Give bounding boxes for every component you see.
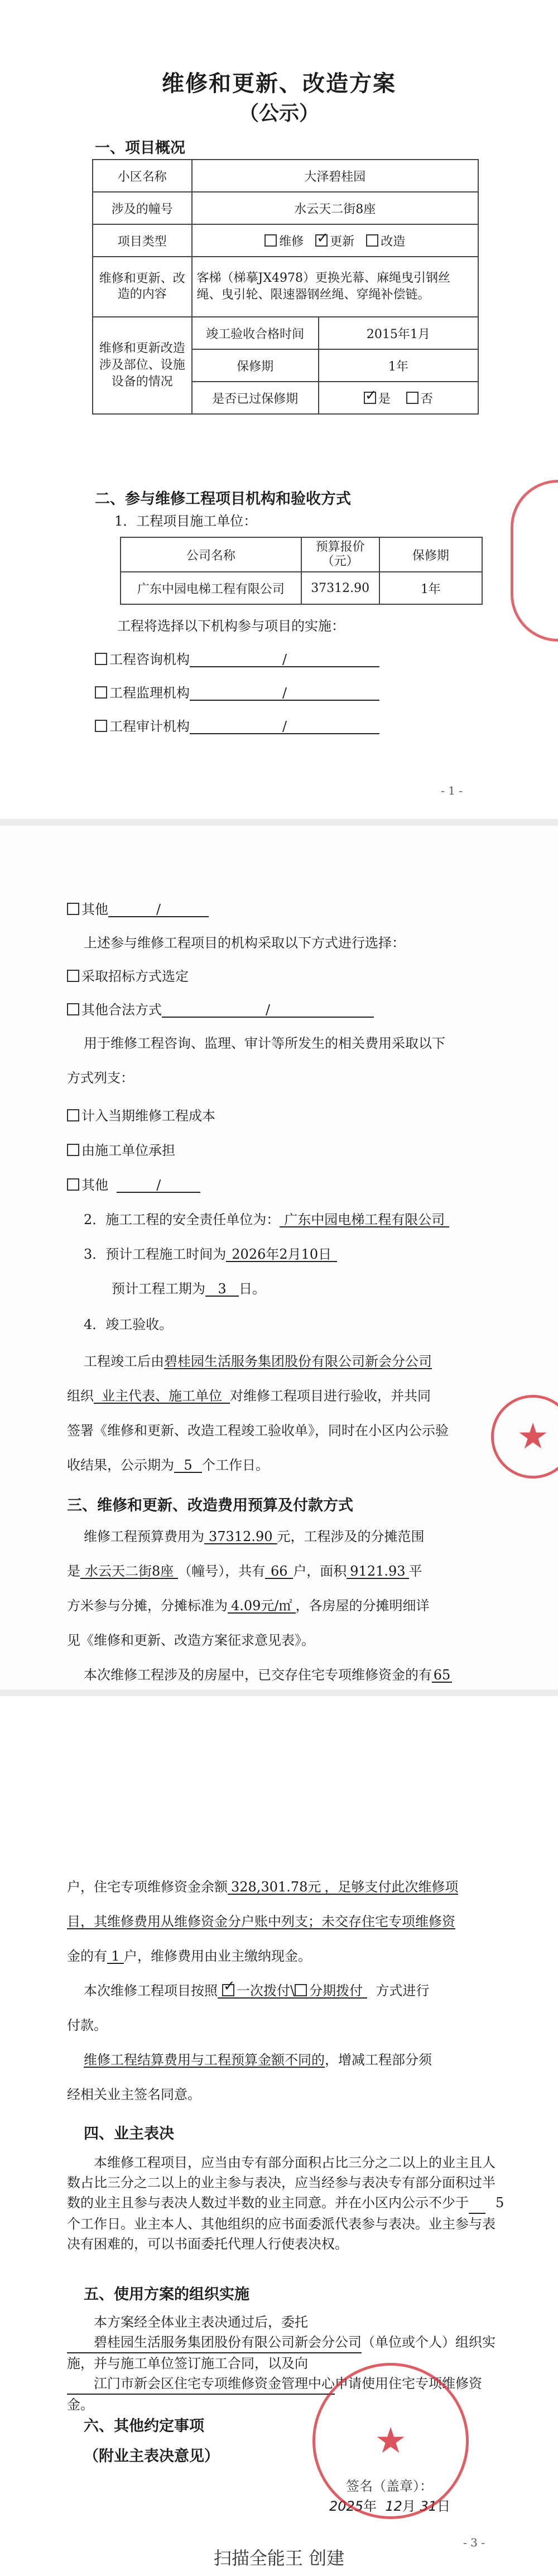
doc-subtitle: （公示） — [238, 102, 319, 125]
s3-line-1 — [84, 1530, 425, 1544]
p3-settlement-suffix: ，增减工程部分须 — [325, 2052, 432, 2068]
checkbox-renovate[interactable] — [366, 234, 378, 247]
p3-payment-suffix: 方式进行 — [376, 1983, 430, 1999]
share-rate: 4.09元/㎡ — [228, 1599, 296, 1614]
sign-date-year: 2025 — [329, 2498, 364, 2514]
signature-label: 签名（盖章）： — [346, 2478, 433, 2494]
p3-payment-label: 本次维修工程项目按照 — [84, 1983, 218, 1999]
p2-other-value: / — [108, 903, 209, 917]
deposited-households: 65 — [432, 1668, 452, 1683]
section-1-heading: 一、项目概况 — [95, 139, 185, 157]
checkbox-no[interactable] — [406, 392, 419, 404]
option-renovate-label: 改造 — [381, 234, 406, 249]
s3-line-5 — [84, 1668, 452, 1683]
p2-item-3-duration — [112, 1282, 266, 1297]
p2-line-1: 上述参与维修工程项目的机构采取以下方式进行选择： — [84, 935, 405, 951]
p3-line-2 — [67, 1915, 455, 1929]
publicity-days: 5 — [174, 1458, 202, 1473]
p2-pay-2-label: 由施工单位承担 — [81, 1143, 175, 1158]
p2-acc-publicity: 收结果，公示期为 — [67, 1457, 174, 1473]
contractor-name: 广东中园电梯工程有限公司 — [121, 572, 301, 604]
acceptance-time: 2015年1月 — [319, 317, 478, 349]
label-acceptance-time: 竣工验收合格时间 — [192, 317, 319, 349]
p2-pay-3-row — [67, 1178, 200, 1193]
page-number-1: - 1 - — [441, 784, 463, 797]
s3-rate-label: 方米参与分摊，分摊标准为 — [67, 1598, 228, 1614]
option-yes-label: 是 — [378, 392, 391, 406]
p2-pay-2-row — [67, 1144, 175, 1157]
option-lump-sum: 一次拨付 — [237, 1983, 290, 1999]
p2-pay-3-value: / — [117, 1178, 200, 1193]
p2-line-2: 用于维修工程咨询、监理、审计等所发生的相关费用采取以下 — [84, 1036, 445, 1051]
p2-item-4: 4．竣工验收。 — [84, 1317, 173, 1332]
s2-item-1: 1．工程项目施工单位： — [114, 513, 257, 529]
p3-cash-suffix: 户，维修费用由业主缴纳现金。 — [124, 1948, 311, 1964]
label-warranty: 保修期 — [192, 349, 319, 382]
red-seal-edge: ★ — [491, 1395, 558, 1479]
company-seal-partial — [511, 480, 558, 642]
row-label-project-type: 项目类型 — [93, 224, 192, 257]
p2-acceptance-line-1 — [84, 1355, 432, 1369]
s3-scope-unit: 平 — [408, 1563, 422, 1579]
p3-settlement-text: 维修工程结算费用与工程预算金额不同的 — [84, 2052, 325, 2068]
org-consulting-label: 工程咨询机构 — [109, 652, 190, 667]
checkbox-supervision[interactable] — [95, 686, 107, 699]
p2-opt-1-row — [67, 970, 189, 983]
checkbox-pay-contractor[interactable] — [67, 1144, 79, 1156]
cost-share-building: 水云天二街8座 — [80, 1564, 178, 1579]
contractor-budget: 37312.90 — [301, 572, 379, 604]
checkbox-pay-other[interactable] — [67, 1178, 79, 1191]
checkbox-other-org[interactable] — [67, 903, 79, 915]
org-consulting-value: / — [190, 653, 379, 667]
households-count: 66 — [265, 1564, 293, 1579]
s4-text-2: 个工作日。业主本人、其他组织的应书面委派代表参与表决。业主参与表决有困难的，可以书面委托代理人行使表决权。 — [67, 2216, 496, 2252]
s3-scope-prefix: 是 — [67, 1563, 80, 1579]
sign-date-year-unit: 年 — [363, 2498, 377, 2514]
p2-acc-organize: 组织 — [67, 1388, 94, 1404]
p3-line-3 — [67, 1949, 311, 1964]
budget-amount: 37312.90 — [204, 1530, 277, 1544]
p2-line-3: 方式列支： — [67, 1070, 134, 1086]
p2-opt-2-row — [67, 1003, 374, 1018]
option-no-label: 否 — [420, 392, 433, 406]
p2-opt-1-label: 采取招标方式选定 — [81, 969, 189, 984]
s3-scope-area-label: 户，面积 — [293, 1563, 347, 1579]
p2-other-label: 其他 — [81, 902, 108, 917]
p2-pay-1-row — [67, 1109, 215, 1123]
p2-acc-days-unit: 个工作日。 — [202, 1457, 269, 1473]
org-consulting-row — [95, 653, 379, 667]
p3-balance-label: 户，住宅专项维修资金余额 — [67, 1879, 228, 1895]
page-number-3: - 3 - — [463, 2536, 485, 2549]
s5-text-2: （单位或个人）组织实施，并与施工单位签订施工合同，以及向 — [67, 2334, 496, 2371]
section-3-heading: 三、维修和更新、改造费用预算及付款方式 — [67, 1497, 353, 1514]
p3-line-1 — [67, 1880, 458, 1895]
checkbox-installment[interactable] — [295, 1984, 307, 1996]
p2-acceptance-line-4 — [67, 1458, 269, 1473]
p3-balance-suffix: ，足够支付此次维修项 — [324, 1879, 459, 1895]
project-type-options — [192, 224, 478, 257]
p2-duration-unit: 日。 — [239, 1281, 266, 1297]
org-supervision-row — [95, 686, 379, 701]
s3-rate-suffix: ，各房屋的分摊明细详 — [295, 1598, 430, 1614]
p3-line-2-text: 目，其维修费用从维修资金分户账中列支；未交存住宅专项维修资 — [67, 1914, 455, 1929]
checkbox-repair[interactable] — [264, 234, 277, 247]
checkbox-tender[interactable] — [67, 970, 79, 982]
sign-date-day-unit: 日 — [437, 2498, 451, 2514]
option-update-label: 更新 — [330, 234, 355, 249]
s3-line-2 — [67, 1564, 422, 1579]
row-label-facilities: 维修和更新改造涉及部位、设施设备的情况 — [93, 317, 192, 414]
work-content: 客梯（梯摹JX4978）更换光幕、麻绳曳引钢丝绳、曳引轮、限速器钢丝绳、穿绳补偿链。 — [192, 257, 478, 317]
header-warranty: 保修期 — [379, 537, 482, 572]
document-page-1 — [0, 0, 558, 826]
sign-date-day: 31 — [420, 2498, 437, 2514]
header-budget: 预算报价（元） — [301, 537, 379, 572]
section-2-heading: 二、参与维修工程项目机构和验收方式 — [95, 490, 351, 508]
p3-line-4: 本次维修工程项目按照✓ 一次拨付\ 分期拨付 方式进行 — [84, 1984, 429, 1999]
community-name: 大泽碧桂园 — [192, 160, 478, 192]
header-company: 公司名称 — [121, 537, 301, 572]
contractor-warranty: 1年 — [379, 572, 482, 604]
implementing-organization: 碧桂园生活服务集团股份有限公司新会分公司 — [67, 2332, 362, 2353]
contractor-table — [120, 537, 483, 605]
checkbox-lump-sum[interactable] — [222, 1984, 234, 1996]
org-supervision-value: / — [190, 686, 379, 701]
checkbox-other-legal[interactable] — [67, 1003, 79, 1015]
s3-fund-label: 本次维修工程涉及的房屋中，已交存住宅专项维修资金的有 — [84, 1667, 432, 1683]
s5-text-3: 申请使用住宅专项维修资金。 — [67, 2376, 482, 2413]
sign-date-month: 12 — [385, 2498, 402, 2514]
document-page-3 — [0, 1696, 558, 2576]
p2-duration-label: 预计工程工期为 — [112, 1281, 205, 1297]
option-installment: 分期拨付 — [309, 1983, 363, 1999]
construction-start-date: 2026年2月10日 — [226, 1248, 337, 1262]
org-audit-value: / — [190, 720, 379, 734]
s4-text: 本维修工程项目，应当由专有部分面积占比三分之二以上的业主且人数占比三分之二以上的业主参与表决，应当经参与表决专有部分面积过半数的业主且参与表决人数过半数的业主同意。并在小区内公示不少于 — [67, 2155, 496, 2211]
p2-item-3 — [84, 1248, 337, 1262]
project-overview-table — [92, 159, 479, 415]
checkbox-consulting[interactable] — [95, 653, 107, 665]
p2-acceptance-line-3: 签署《维修和更新、改造工程竣工验收单》，同时在小区内公示验 — [67, 1423, 449, 1438]
p3-line-5: 付款。 — [67, 2018, 107, 2033]
acceptance-participants: 业主代表、施工单位 — [94, 1389, 230, 1404]
org-audit-row — [95, 720, 379, 734]
s3-line-3 — [67, 1599, 430, 1614]
p2-pay-3-label: 其他 — [81, 1177, 108, 1193]
s4-paragraph — [67, 2153, 504, 2254]
company-official-seal: ★ — [312, 2363, 469, 2519]
org-supervision-label: 工程监理机构 — [109, 685, 190, 701]
section-5-heading: 五、使用方案的组织实施 — [84, 2286, 249, 2303]
s2-choose-line: 工程将选择以下机构参与项目的实施： — [117, 618, 345, 634]
p2-opt-2-value: / — [162, 1003, 374, 1018]
p2-item-2-label: 2．施工工程的安全责任单位为： — [84, 1212, 280, 1227]
row-label-building: 涉及的幢号 — [93, 192, 192, 224]
acceptance-organizer: 碧桂园生活服务集团股份有限公司新会分公司 — [164, 1354, 432, 1369]
p2-item-3-label: 3．预计工程施工时间为 — [84, 1246, 227, 1262]
p3-line-7: 经相关业主签名同意。 — [67, 2087, 201, 2102]
warranty-expired-options — [319, 382, 478, 414]
building-number: 水云天二街8座 — [192, 192, 478, 224]
checkbox-update[interactable] — [315, 234, 328, 247]
safety-responsible-unit: 广东中园电梯工程有限公司 — [280, 1213, 449, 1227]
s5-text-1: 本方案经全体业主表决通过后，委托 — [94, 2314, 308, 2330]
section-6-heading: 六、其他约定事项 — [84, 2418, 204, 2435]
p2-opt-2-label: 其他合法方式 — [81, 1002, 162, 1018]
s3-scope-mid: （幢号），共有 — [178, 1563, 266, 1579]
p2-pay-1-label: 计入当期维修工程成本 — [81, 1108, 215, 1124]
checkbox-pay-cost[interactable] — [67, 1109, 79, 1121]
p3-cash-label: 金的有 — [67, 1948, 107, 1964]
doc-title: 维修和更新、改造方案 — [162, 70, 396, 97]
document-page-2 — [0, 826, 558, 1696]
warranty-period: 1年 — [319, 349, 478, 382]
row-label-content: 维修和更新、改造的内容 — [93, 257, 192, 317]
fund-management-center: 江门市新会区住宅专项维修资金管理中心 — [67, 2373, 335, 2395]
non-deposited-households: 1 — [107, 1949, 124, 1964]
voting-publicity-days: 5 — [469, 2193, 485, 2214]
checkbox-yes[interactable] — [364, 392, 376, 404]
org-audit-label: 工程审计机构 — [109, 719, 190, 734]
scanner-watermark: 扫描全能王 创建 — [213, 2548, 345, 2569]
p2-other-row — [67, 903, 209, 917]
sign-date-month-unit: 月 — [402, 2498, 416, 2514]
row-label-community: 小区名称 — [93, 160, 192, 192]
label-warranty-expired: 是否已过保修期 — [192, 382, 319, 414]
section-4-heading: 四、业主表决 — [84, 2125, 174, 2142]
checkbox-audit[interactable] — [95, 720, 107, 732]
p2-acc-suffix: 对维修工程项目进行验收，并共同 — [230, 1388, 431, 1404]
p2-item-2 — [84, 1213, 449, 1227]
s3-budget-label: 维修工程预算费用为 — [84, 1529, 204, 1544]
option-repair-label: 维修 — [279, 234, 304, 249]
fund-balance: 328,301.78元 — [228, 1880, 324, 1895]
construction-days: 3 — [205, 1282, 239, 1297]
s3-line-4: 见《维修和更新、改造方案征求意见表》。 — [67, 1633, 315, 1648]
shared-area: 9121.93 — [347, 1564, 408, 1579]
s3-budget-suffix: 元，工程涉及的分摊范围 — [277, 1529, 425, 1544]
section-6-subtitle: （附业主表决意见） — [84, 2448, 219, 2465]
p3-line-6 — [84, 2053, 432, 2068]
p2-acceptance-line-2 — [67, 1389, 431, 1404]
p2-acc-prefix: 工程竣工后由 — [84, 1354, 164, 1369]
